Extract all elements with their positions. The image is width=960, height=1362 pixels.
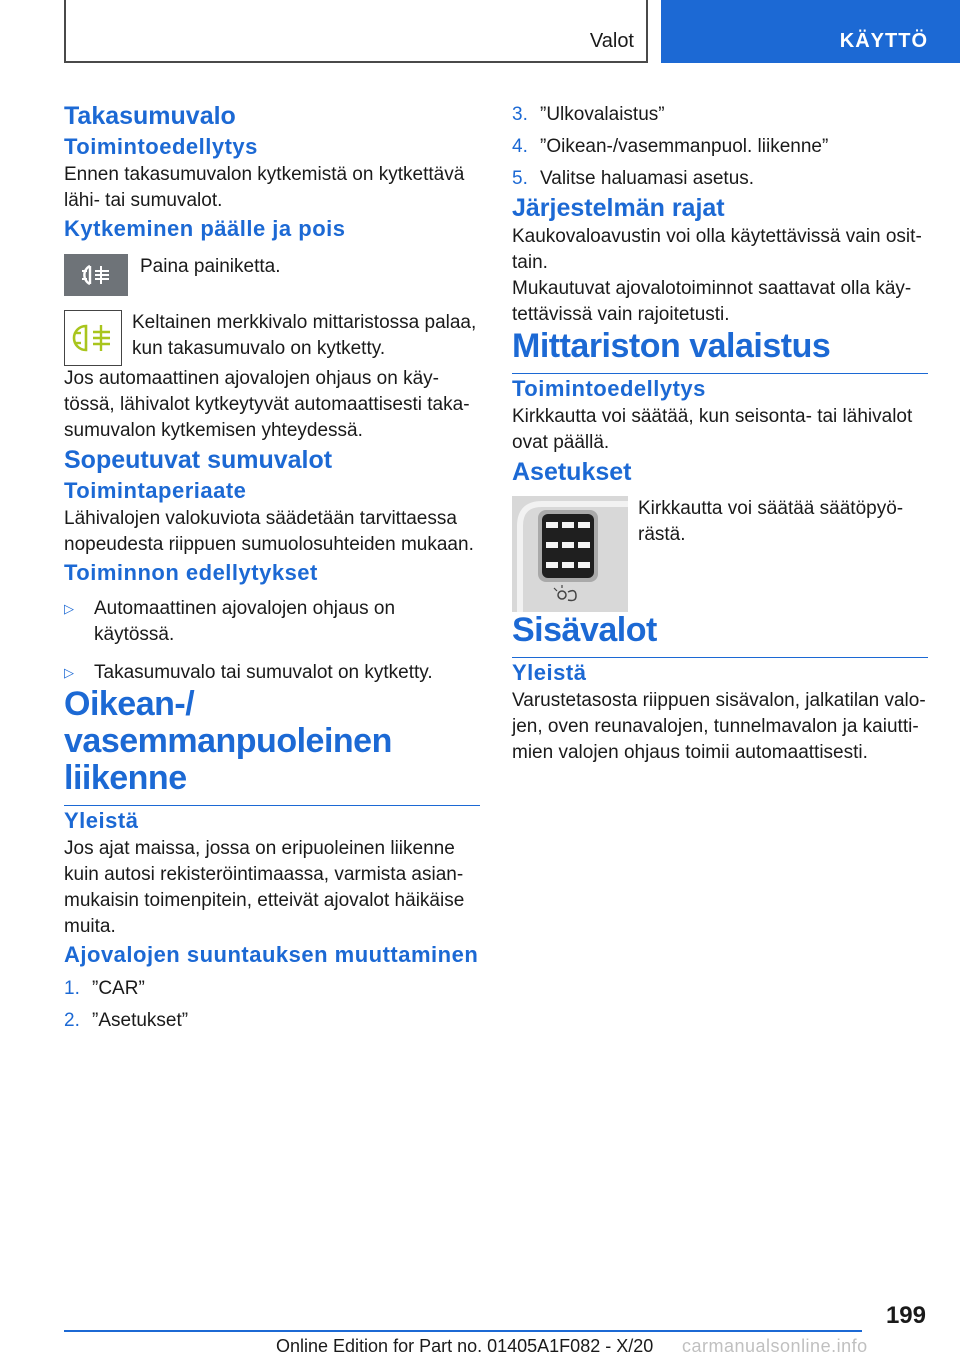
traffic-general-text: Jos ajat maissa, jossa on eripuoleinen liikenne kuin autosi rekisteröintimaassa, varmista asianmukaisin toimenpitein, etteivät ajovalot häikäise muita. (64, 838, 465, 937)
triangle-bullet-icon: ▷ (64, 601, 74, 616)
section-title: Valot (589, 30, 634, 52)
step-number: 3. (512, 104, 528, 125)
interior-general-title: Yleistä (512, 660, 587, 685)
limits-title: Järjestelmän rajat (512, 194, 725, 222)
footer-divider (64, 1330, 862, 1332)
list-item (512, 166, 928, 192)
rear-fog-title: Takasumuvalo (64, 102, 236, 130)
step-text: Valitse haluamasi asetus. (540, 168, 755, 189)
principle-title: Toimintaperiaate (64, 478, 247, 503)
indicator-text: Keltainen merkkivalo mittaristossa palaa, kun takasumuvalo on kytketty. (132, 312, 477, 359)
instrument-requirements-title: Toimintoedellytys (512, 376, 706, 401)
chapter-tab[interactable]: KÄYTTÖ (661, 0, 960, 63)
rear-fog-onoff-title: Kytkeminen päälle ja pois (64, 216, 346, 241)
limits-text-1: Kaukovaloavustin voi olla käytettävissä vain osittain. (512, 226, 922, 273)
indicator-row (64, 310, 480, 366)
dimmer-row (512, 496, 928, 612)
rear-fog-indicator-icon (64, 310, 122, 366)
dimmer-text: Kirkkautta voi säätää säätöpyörästä. (638, 498, 904, 545)
list-item (64, 660, 480, 686)
conditions-title: Toiminnon edellytykset (64, 560, 318, 585)
adaptive-fog-title: Sopeutuvat sumuvalot (64, 446, 333, 474)
list-item (64, 976, 480, 1002)
step-text: ”CAR” (92, 978, 145, 999)
principle-text: Lähivalojen valokuviota säädetään tarvittaessa nopeudesta riippuen sumuolosuhteiden mukaan. (64, 508, 474, 555)
bullet-text: Takasumuvalo tai sumuvalot on kytketty. (94, 662, 433, 683)
rear-fog-requirements-text: Ennen takasumuvalon kytkemistä on kytkettävä lähi- tai sumuvalot. (64, 164, 465, 211)
step-number: 1. (64, 978, 80, 999)
brightness-wheel-photo (512, 496, 628, 612)
step-text: ”Asetukset” (92, 1010, 189, 1031)
rear-fog-requirements-title: Toimintoedellytys (64, 134, 258, 159)
settings-title: Asetukset (512, 458, 632, 486)
auto-headlight-text: Jos automaattinen ajovalojen ohjaus on käytössä, lähivalot kytkeytyvät automaattisesti takasumuvalon kytkemisen yhteydessä. (64, 368, 470, 441)
limits-text-2: Mukautuvat ajovalotoiminnot saattavat olla käytettävissä vain rajoitetusti. (512, 278, 912, 325)
list-item (512, 102, 928, 128)
right-column (512, 100, 928, 766)
interior-lights-title: Sisävalot (512, 612, 928, 658)
instrument-lighting-title: Mittariston valaistus (512, 328, 928, 374)
header-frame (64, 0, 648, 63)
instrument-requirements-text: Kirkkautta voi säätää, kun seisonta- tai lähivalot ovat päällä. (512, 406, 913, 453)
rear-fog-light-icon (64, 254, 128, 296)
bullet-text: Automaattinen ajovalojen ohjaus on käytössä. (94, 598, 396, 645)
watermark-logo: carmanualsonline.info (682, 1336, 868, 1356)
left-column (64, 100, 480, 1034)
step-number: 4. (512, 136, 528, 157)
press-button-row (64, 254, 480, 296)
list-item (64, 596, 480, 648)
list-item (64, 1008, 480, 1034)
traffic-title: Oikean-/ vasemmanpuoleinen liikenne (64, 686, 480, 806)
page-number: 199 (885, 1302, 926, 1329)
list-item (512, 134, 928, 160)
edition-text: Online Edition for Part no. 01405A1F082 - X/20 (276, 1336, 654, 1356)
traffic-general-title: Yleistä (64, 808, 139, 833)
headlight-change-title: Ajovalojen suuntauksen muuttaminen (64, 942, 479, 967)
step-number: 5. (512, 168, 528, 189)
press-button-text: Paina painiketta. (140, 256, 281, 277)
step-text: ”Oikean-/vasemmanpuol. liikenne” (540, 136, 829, 157)
interior-general-text: Varustetasosta riippuen sisävalon, jalkatilan valojen, oven reunavalojen, tunnelmavalon ja kaiuttimien valojen ohjaus toimii automaattisesti. (512, 690, 926, 763)
step-text: ”Ulkovalaistus” (540, 104, 665, 125)
step-number: 2. (64, 1010, 80, 1031)
triangle-bullet-icon: ▷ (64, 665, 74, 680)
